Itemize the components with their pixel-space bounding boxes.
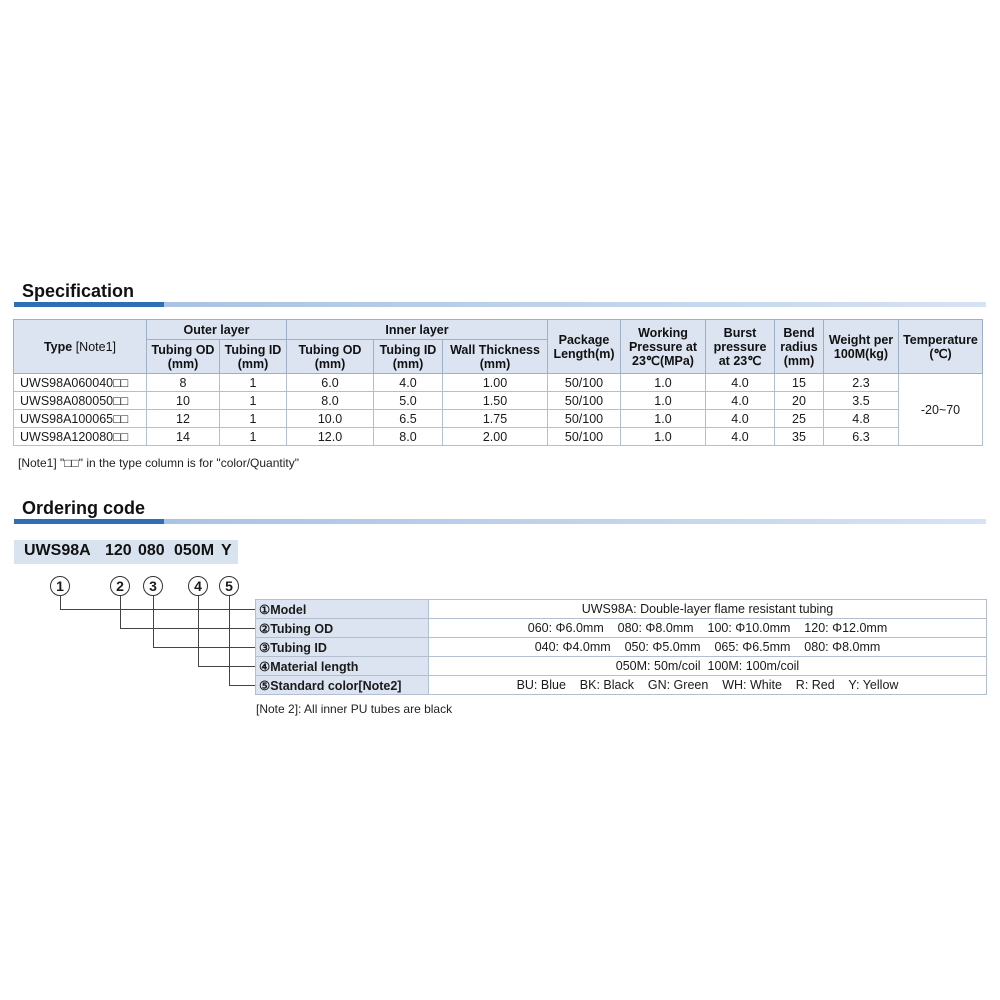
header-temperature: Temperature (℃) xyxy=(899,320,983,374)
cell-outer-id: 1 xyxy=(220,392,287,410)
code-part-color: Y xyxy=(221,542,232,559)
cell-wall: 1.00 xyxy=(443,374,548,392)
callout-1: 1 xyxy=(50,576,70,596)
cell-wall: 1.50 xyxy=(443,392,548,410)
cell-outer-id: 1 xyxy=(220,428,287,446)
callout-5: 5 xyxy=(219,576,239,596)
header-wall-thickness: Wall Thickness (mm) xyxy=(443,340,548,374)
note-2: [Note 2]: All inner PU tubes are black xyxy=(256,702,453,716)
cell-burst: 4.0 xyxy=(706,374,775,392)
table-row xyxy=(256,638,987,657)
cell-outer-od: 14 xyxy=(147,428,220,446)
header-inner-id: Tubing ID (mm) xyxy=(374,340,443,374)
table-row xyxy=(14,410,983,428)
callout-3: 3 xyxy=(143,576,163,596)
cell-outer-od: 8 xyxy=(147,374,220,392)
connector-line xyxy=(198,666,255,667)
header-weight: Weight per 100M(kg) xyxy=(824,320,899,374)
cell-bend: 15 xyxy=(775,374,824,392)
callout-4: 4 xyxy=(188,576,208,596)
table-row xyxy=(256,600,987,619)
cell-inner-od: 8.0 xyxy=(287,392,374,410)
cell-working: 1.0 xyxy=(621,392,706,410)
header-working-pressure: Working Pressure at 23℃(MPa) xyxy=(621,320,706,374)
header-outer-layer: Outer layer xyxy=(147,320,287,340)
cell-type: UWS98A080050□□ xyxy=(14,392,147,410)
cell-outer-id: 1 xyxy=(220,374,287,392)
connector-line xyxy=(120,628,255,629)
header-outer-od: Tubing OD (mm) xyxy=(147,340,220,374)
cell-outer-id: 1 xyxy=(220,410,287,428)
value-tubing-id: 040: Φ4.0mm 050: Φ5.0mm 065: Φ6.5mm 080: Φ8.0mm xyxy=(429,638,987,657)
header-burst-pressure: Burst pressure at 23℃ xyxy=(706,320,775,374)
cell-inner-od: 10.0 xyxy=(287,410,374,428)
code-part-id: 080 xyxy=(138,542,165,559)
label-tubing-id: ③Tubing ID xyxy=(256,638,429,657)
cell-weight: 2.3 xyxy=(824,374,899,392)
section-title-specification: Specification xyxy=(22,281,135,301)
cell-bend: 25 xyxy=(775,410,824,428)
cell-package: 50/100 xyxy=(548,374,621,392)
table-row xyxy=(14,374,983,392)
value-material-length: 050M: 50m/coil 100M: 100m/coil xyxy=(429,657,987,676)
section-divider xyxy=(14,302,986,307)
cell-inner-id: 4.0 xyxy=(374,374,443,392)
label-tubing-od: ②Tubing OD xyxy=(256,619,429,638)
value-model: UWS98A: Double-layer flame resistant tubing xyxy=(429,600,987,619)
table-row xyxy=(256,619,987,638)
cell-working: 1.0 xyxy=(621,410,706,428)
cell-package: 50/100 xyxy=(548,410,621,428)
cell-bend: 35 xyxy=(775,428,824,446)
table-row xyxy=(14,428,983,446)
table-row xyxy=(14,392,983,410)
cell-burst: 4.0 xyxy=(706,392,775,410)
label-model: ①Model xyxy=(256,600,429,619)
cell-burst: 4.0 xyxy=(706,428,775,446)
code-part-length: 050M xyxy=(174,542,215,559)
note-1: [Note1] "□□" in the type column is for "color/Quantity" xyxy=(18,456,299,470)
cell-outer-od: 12 xyxy=(147,410,220,428)
code-part-od: 120 xyxy=(105,542,132,559)
header-package-length: Package Length(m) xyxy=(548,320,621,374)
ordering-code-table xyxy=(255,599,987,695)
connector-line xyxy=(229,596,230,685)
connector-line xyxy=(60,596,61,609)
section-divider xyxy=(14,519,986,524)
value-tubing-od: 060: Φ6.0mm 080: Φ8.0mm 100: Φ10.0mm 120: Φ12.0mm xyxy=(429,619,987,638)
table-row xyxy=(256,676,987,695)
header-inner-od: Tubing OD (mm) xyxy=(287,340,374,374)
connector-line xyxy=(153,647,255,648)
cell-package: 50/100 xyxy=(548,392,621,410)
cell-wall: 1.75 xyxy=(443,410,548,428)
cell-outer-od: 10 xyxy=(147,392,220,410)
cell-working: 1.0 xyxy=(621,428,706,446)
cell-inner-id: 5.0 xyxy=(374,392,443,410)
connector-line xyxy=(120,596,121,628)
specification-table xyxy=(13,319,983,446)
value-standard-color: BU: Blue BK: Black GN: Green WH: White R: Red Y: Yellow xyxy=(429,676,987,695)
cell-inner-od: 6.0 xyxy=(287,374,374,392)
connector-line xyxy=(60,609,255,610)
cell-working: 1.0 xyxy=(621,374,706,392)
label-standard-color: ⑤Standard color[Note2] xyxy=(256,676,429,695)
section-title-ordering-code: Ordering code xyxy=(22,498,146,518)
header-type: Type [Note1] xyxy=(14,320,147,374)
cell-type: UWS98A120080□□ xyxy=(14,428,147,446)
cell-weight: 3.5 xyxy=(824,392,899,410)
cell-weight: 6.3 xyxy=(824,428,899,446)
header-outer-id: Tubing ID (mm) xyxy=(220,340,287,374)
cell-burst: 4.0 xyxy=(706,410,775,428)
table-row xyxy=(256,657,987,676)
label-material-length: ④Material length xyxy=(256,657,429,676)
cell-weight: 4.8 xyxy=(824,410,899,428)
code-part-model: UWS98A xyxy=(24,542,91,559)
cell-inner-id: 6.5 xyxy=(374,410,443,428)
connector-line xyxy=(198,596,199,666)
cell-temperature: -20~70 xyxy=(899,374,983,446)
cell-type: UWS98A100065□□ xyxy=(14,410,147,428)
cell-bend: 20 xyxy=(775,392,824,410)
header-bend-radius: Bend radius (mm) xyxy=(775,320,824,374)
connector-line xyxy=(153,596,154,647)
cell-type: UWS98A060040□□ xyxy=(14,374,147,392)
connector-line xyxy=(229,685,255,686)
cell-wall: 2.00 xyxy=(443,428,548,446)
cell-inner-id: 8.0 xyxy=(374,428,443,446)
header-inner-layer: Inner layer xyxy=(287,320,548,340)
callout-2: 2 xyxy=(110,576,130,596)
cell-inner-od: 12.0 xyxy=(287,428,374,446)
cell-package: 50/100 xyxy=(548,428,621,446)
